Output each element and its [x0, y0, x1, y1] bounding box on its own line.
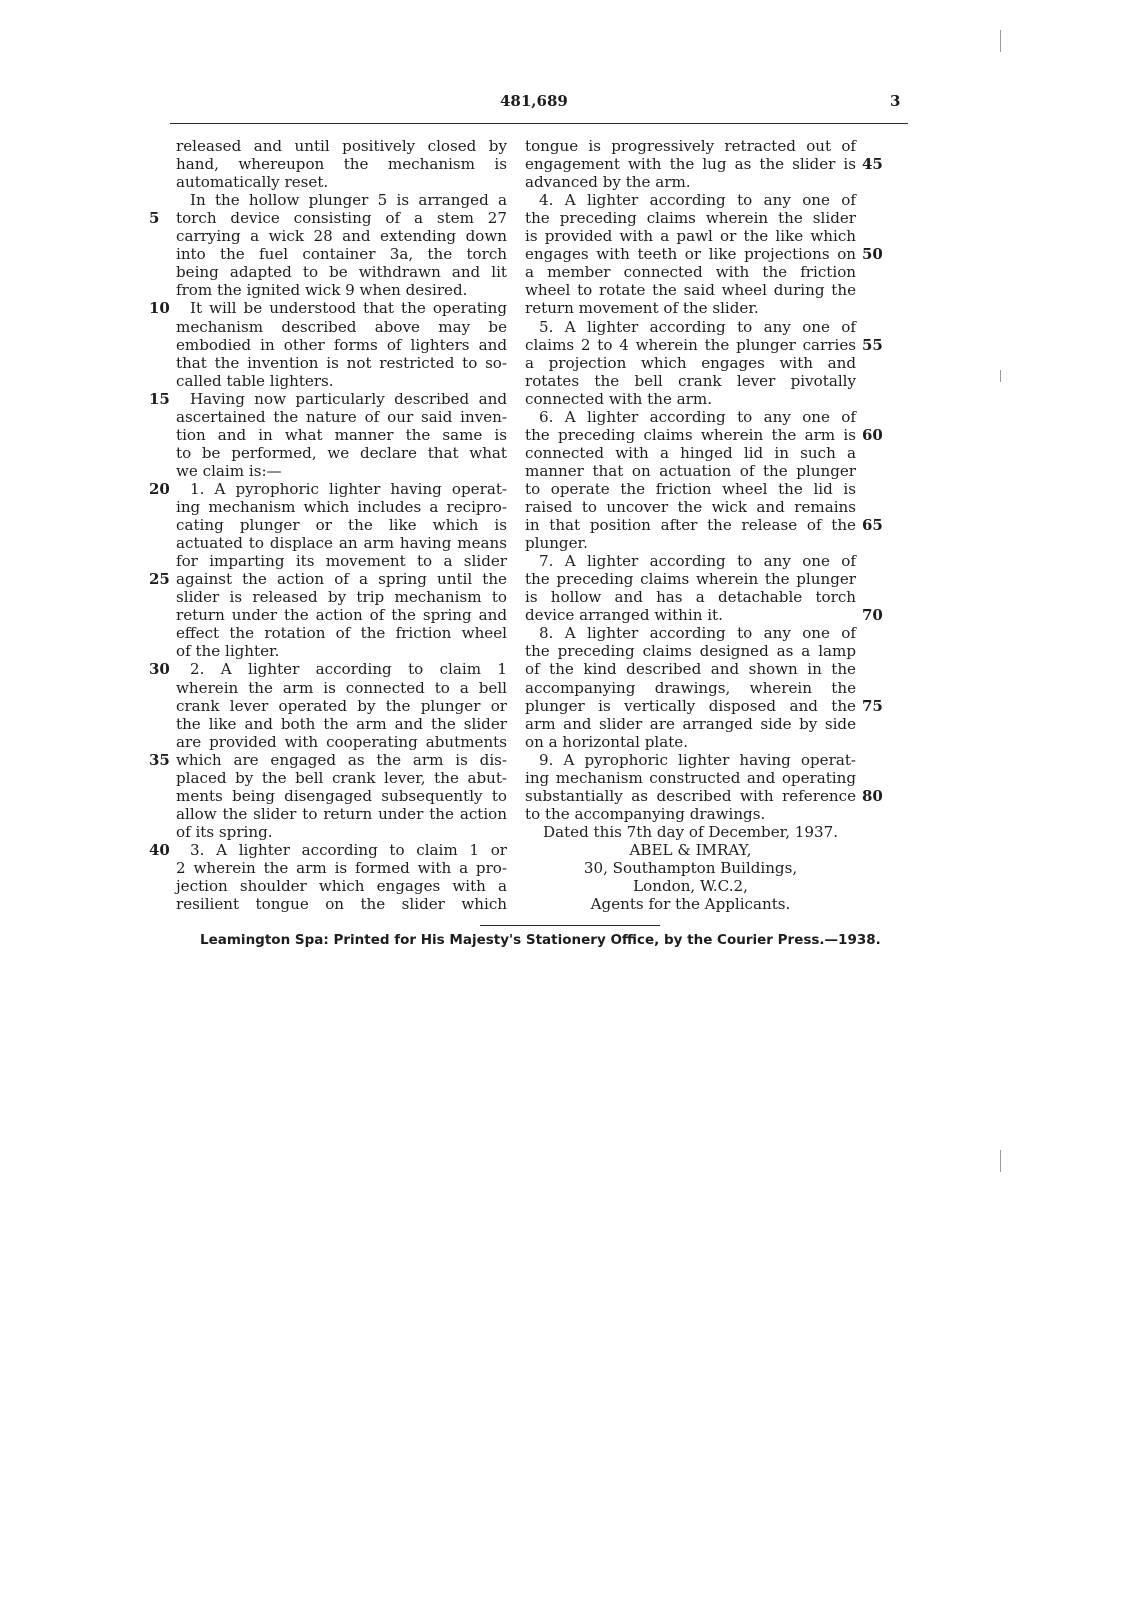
- text-line: of the lighter.: [176, 642, 280, 661]
- text-line: wheel to rotate the said wheel during the: [525, 281, 856, 300]
- text-line: is provided with a pawl or the like which: [525, 227, 856, 246]
- text-line: which are engaged as the arm is dis-: [176, 750, 507, 769]
- text-line: 9. A pyrophoric lighter having operat-: [539, 750, 856, 769]
- text-line: hand, whereupon the mechanism is: [176, 155, 507, 174]
- margin-line-number: 35: [149, 750, 170, 769]
- text-line: engages with teeth or like projections on: [525, 245, 856, 264]
- text-line: for imparting its movement to a slider: [176, 552, 507, 571]
- text-line: ing mechanism which includes a recipro-: [176, 498, 507, 516]
- text-line: a member connected with the friction: [525, 263, 856, 282]
- text-line: 2. A lighter according to claim 1: [190, 660, 507, 679]
- text-line: Agents for the Applicants.: [590, 895, 791, 914]
- scan-mark: [1000, 370, 1001, 382]
- text-line: 7. A lighter according to any one of: [539, 552, 856, 571]
- scan-mark: [1000, 1150, 1001, 1172]
- text-line: a projection which engages with and: [525, 353, 856, 372]
- margin-line-number: 40: [149, 840, 170, 859]
- text-line: accompanying drawings, wherein the: [525, 678, 856, 697]
- text-line: placed by the bell crank lever, the abut-: [176, 768, 507, 787]
- text-line: in that position after the release of the: [525, 516, 856, 535]
- text-line: connected with a hinged lid in such a: [525, 443, 856, 462]
- text-line: crank lever operated by the plunger or: [176, 696, 507, 715]
- text-line: resilient tongue on the slider which: [176, 895, 507, 914]
- text-line: substantially as described with reference: [525, 786, 856, 805]
- text-line: that the invention is not restricted to so-: [176, 353, 507, 372]
- margin-line-number: 70: [862, 606, 883, 625]
- text-line: plunger.: [525, 534, 588, 553]
- text-line: actuated to displace an arm having means: [176, 534, 507, 553]
- text-line: Dated this 7th day of December, 1937.: [542, 822, 839, 841]
- margin-line-number: 80: [862, 786, 883, 805]
- text-line: ABEL & IMRAY,: [629, 840, 752, 859]
- text-line: on a horizontal plate.: [525, 732, 688, 751]
- text-line: embodied in other forms of lighters and: [176, 335, 507, 354]
- margin-line-number: 65: [862, 516, 883, 535]
- text-line: effect the rotation of the friction wheel: [176, 624, 507, 643]
- text-line: 30, Southampton Buildings,: [583, 859, 798, 877]
- scan-mark: [1000, 30, 1001, 52]
- text-line: rotates the bell crank lever pivotally: [525, 371, 856, 390]
- margin-line-number: 15: [149, 389, 170, 408]
- text-line: the like and both the arm and the slider: [176, 714, 507, 733]
- text-line: wherein the arm is connected to a bell: [176, 678, 507, 697]
- text-line: manner that on actuation of the plunger: [525, 461, 856, 480]
- text-line: 1. A pyrophoric lighter having operat-: [190, 479, 507, 498]
- text-line: to operate the friction wheel the lid is: [525, 479, 856, 498]
- text-line: 5. A lighter according to any one of: [539, 317, 856, 336]
- margin-line-number: 55: [862, 335, 883, 354]
- text-line: plunger is vertically disposed and the: [525, 696, 856, 715]
- printer-footer: Leamington Spa: Printed for His Majesty's Stationery Office, by the Courier Press.—1938.: [200, 932, 881, 948]
- text-line: return movement of the slider.: [525, 299, 759, 318]
- text-line: carrying a wick 28 and extending down: [176, 227, 507, 246]
- text-line: ascertained the nature of our said inven-: [176, 407, 507, 426]
- text-line: engagement with the lug as the slider is: [525, 155, 856, 174]
- text-line: device arranged within it.: [525, 606, 723, 625]
- text-line: being adapted to be withdrawn and lit: [176, 263, 507, 282]
- text-line: 4. A lighter according to any one of: [539, 191, 856, 210]
- margin-line-number: 50: [862, 245, 883, 264]
- text-line: claims 2 to 4 wherein the plunger carries: [525, 335, 856, 354]
- text-line: from the ignited wick 9 when desired.: [176, 281, 468, 300]
- text-line: of its spring.: [176, 822, 273, 841]
- text-line: ing mechanism constructed and operating: [525, 768, 856, 787]
- margin-line-number: 30: [149, 660, 170, 679]
- text-line: It will be understood that the operating: [190, 299, 507, 318]
- text-line: connected with the arm.: [525, 389, 712, 408]
- text-line: 6. A lighter according to any one of: [539, 407, 856, 426]
- text-line: In the hollow plunger 5 is arranged a: [190, 191, 507, 210]
- text-line: London, W.C.2,: [633, 877, 748, 896]
- text-line: automatically reset.: [176, 173, 329, 192]
- text-line: to be performed, we declare that what: [176, 443, 507, 462]
- text-line: we claim is:—: [176, 461, 282, 480]
- footer-rule: [480, 925, 660, 926]
- text-line: the preceding claims wherein the slider: [525, 209, 856, 228]
- text-line: return under the action of the spring and: [176, 606, 507, 625]
- text-line: advanced by the arm.: [525, 173, 691, 192]
- margin-line-number: 45: [862, 155, 883, 174]
- margin-line-number: 20: [149, 479, 170, 498]
- header-rule: [170, 123, 908, 124]
- margin-line-number: 5: [149, 209, 160, 228]
- margin-line-number: 25: [149, 570, 170, 589]
- page-number: 3: [890, 92, 901, 110]
- text-line: against the action of a spring until the: [176, 570, 507, 589]
- margin-line-number: 10: [149, 299, 170, 318]
- text-line: are provided with cooperating abutments: [176, 732, 507, 751]
- text-line: is hollow and has a detachable torch: [525, 588, 856, 607]
- margin-line-number: 60: [862, 425, 883, 444]
- text-line: arm and slider are arranged side by side: [525, 714, 856, 733]
- margin-line-number: 75: [862, 696, 883, 715]
- text-line: Having now particularly described and: [190, 389, 507, 408]
- text-line: tion and in what manner the same is: [176, 425, 507, 444]
- text-line: released and until positively closed by: [176, 137, 507, 155]
- text-line: 8. A lighter according to any one of: [539, 624, 856, 643]
- text-line: ments being disengaged subsequently to: [176, 786, 507, 805]
- text-line: to the accompanying drawings.: [525, 804, 766, 823]
- text-line: 3. A lighter according to claim 1 or: [190, 840, 507, 859]
- text-line: mechanism described above may be: [176, 317, 507, 336]
- text-line: allow the slider to return under the action: [176, 804, 507, 823]
- text-line: of the kind described and shown in the: [525, 660, 856, 679]
- text-line: called table lighters.: [176, 371, 334, 390]
- text-line: the preceding claims wherein the plunger: [525, 570, 856, 589]
- text-line: into the fuel container 3a, the torch: [176, 245, 507, 264]
- text-line: slider is released by trip mechanism to: [176, 588, 507, 607]
- text-line: cating plunger or the like which is: [176, 516, 507, 535]
- text-line: tongue is progressively retracted out of: [525, 137, 856, 155]
- text-line: the preceding claims designed as a lamp: [525, 642, 856, 661]
- text-line: jection shoulder which engages with a: [176, 877, 507, 896]
- patent-number: 481,689: [500, 92, 568, 110]
- text-line: the preceding claims wherein the arm is: [525, 425, 856, 444]
- text-line: 2 wherein the arm is formed with a pro-: [176, 859, 507, 877]
- text-line: raised to uncover the wick and remains: [525, 498, 856, 516]
- text-line: torch device consisting of a stem 27: [176, 209, 507, 228]
